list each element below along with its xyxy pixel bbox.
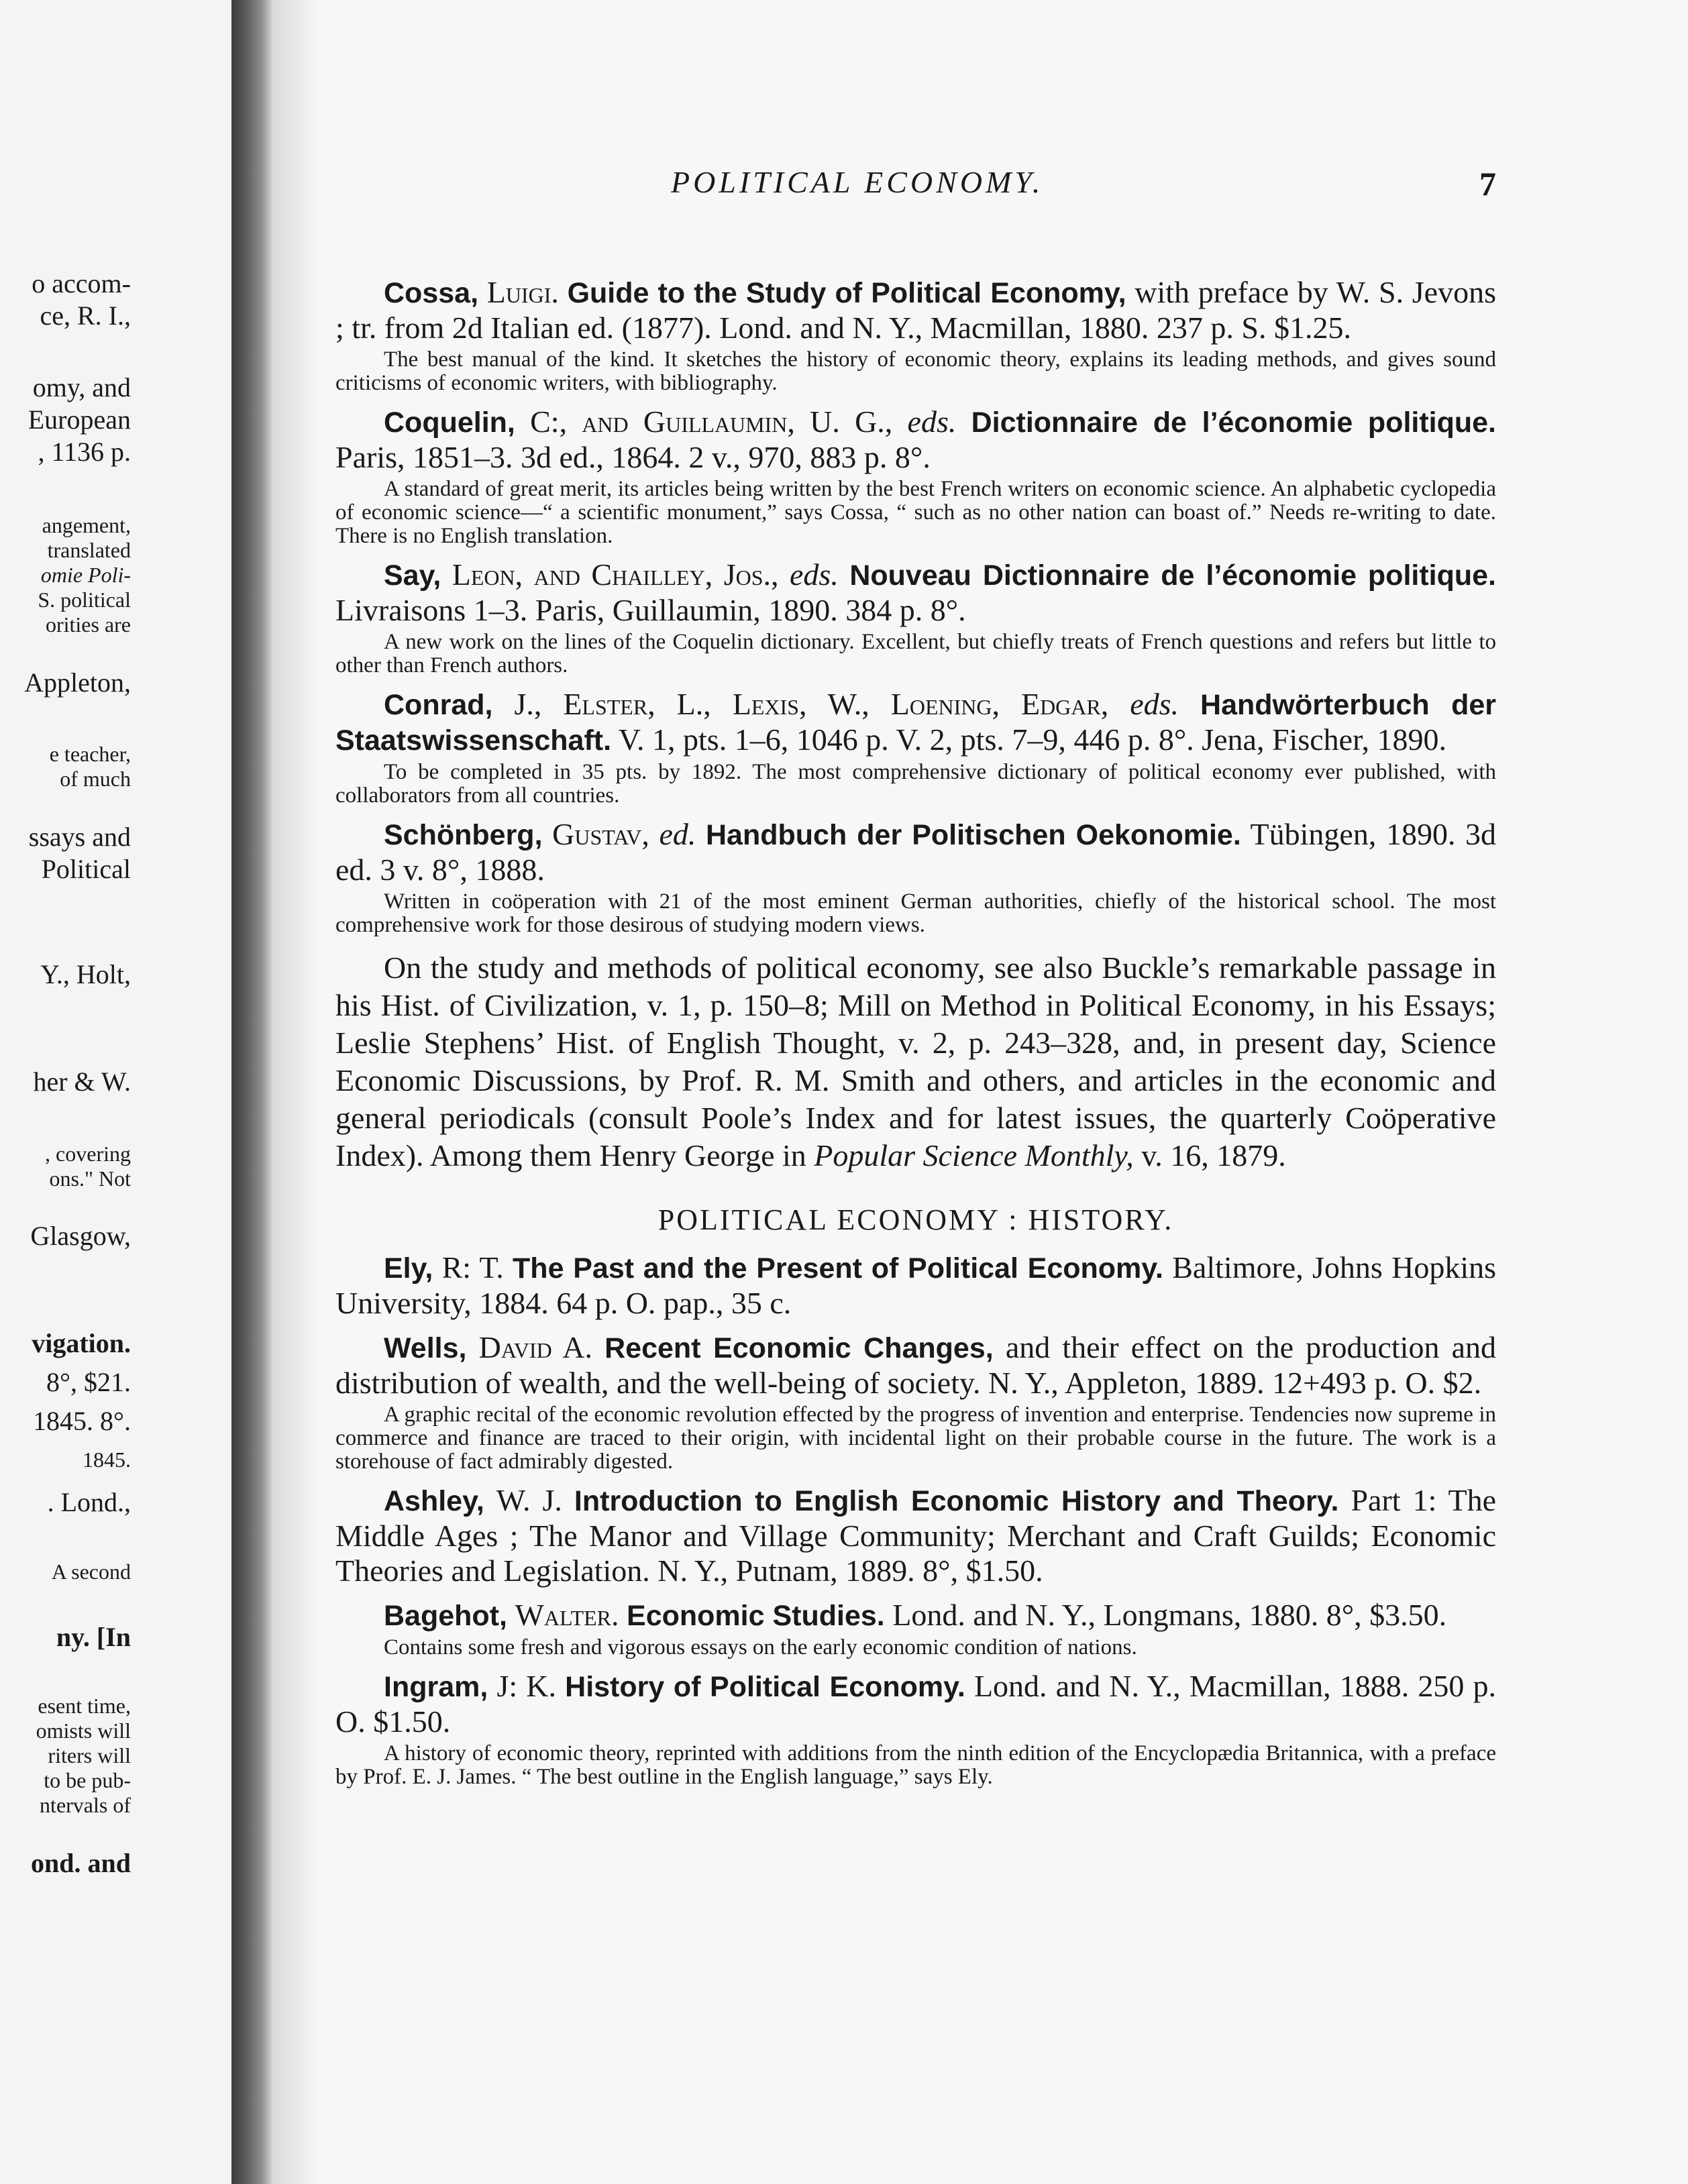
left-page-text-fragment: e teacher, (49, 742, 131, 766)
journal-title: Popular Science Monthly, (814, 1138, 1134, 1172)
paragraph-text: On the study and methods of political economy, see also Buckle’s remarkable passage in his Hist. of Civilization, v. 1, p. 150–8; Mill on Method in Political Economy, in his Essays; Leslie Stephens’ Hist. of English Thought, v. 2, p. 243–328, and, in present day, Science Economic Discussions, by Prof. R. M. Smith and others, and articles in the economic and general periodicals (consult Poole’s Index and for latest issues, the quarterly Coöperative Index). Among them Henry George in (335, 950, 1496, 1172)
entry-list (335, 275, 1496, 937)
left-page-text-fragment: to be pub- (44, 1768, 131, 1792)
bibliography-entry (335, 1483, 1496, 1588)
right-page (335, 164, 1496, 1798)
history-entry-list (335, 1250, 1496, 1789)
left-page-text-fragment: esent time, (38, 1694, 131, 1718)
entry-title: The Past and the Present of Political Economy. (513, 1252, 1163, 1285)
entry-author-forename: David A. (478, 1330, 592, 1364)
entry-publication: Paris, 1851–3. 3d ed., 1864. 2 v., 970, 883 p. 8°. (335, 440, 931, 474)
bibliography-entry (335, 687, 1496, 808)
entry-publication: with preface by W. S. Jevons ; tr. from 2d Italian ed. (1877). Lond. and N. Y., Macmillan, 1880. 237 p. S. $1.25. (335, 275, 1496, 345)
left-page-text-fragment: ons." Not (49, 1166, 131, 1191)
left-page-text-fragment: Y., Holt, (40, 959, 131, 989)
left-page-text-fragment: . Lond., (47, 1487, 131, 1517)
entry-publication: Part 1: The Middle Ages ; The Manor and Village Community; Merchant and Craft Guilds; Economic Theories and Legislation. N. Y., Putnam, 1889. 8°, $1.50. (335, 1483, 1497, 1588)
entry-annotation: A graphic recital of the economic revolution effected by the progress of invention and enterprise. Tendencies now supreme in commerce and finance are traced to their origin, with incidental light on their probable course in the future. The work is a storehouse of fact admirably digested. (335, 1403, 1496, 1474)
entry-publication: Lond. and N. Y., Macmillan, 1888. 250 p. O. $1.50. (335, 1669, 1497, 1739)
left-page-text-fragment: her & W. (33, 1067, 131, 1097)
entry-author-forename: Luigi. (486, 275, 559, 309)
left-page-text-fragment: 8°, $21. (46, 1367, 131, 1397)
left-page-text-fragment: S. political (38, 588, 131, 612)
left-page-text-fragment: ntervals of (40, 1793, 131, 1817)
left-page-text-fragment: translated (47, 538, 131, 562)
entry-author-forename: C:, and Guillaumin, U. G., (530, 404, 893, 439)
entry-annotation: A standard of great merit, its articles being written by the best French writers on economic science. An alphabetic cyclopedia of economic science—“ a scientific monument,” says Cossa, “ such as no other nation can boast of.” Needs re-writing to date. There is no English translation. (335, 477, 1496, 548)
book-gutter (231, 0, 272, 2184)
entry-author: Say, (384, 559, 441, 592)
entry-author-forename: Gustav, (552, 817, 649, 851)
entry-citation (335, 1598, 1496, 1633)
entry-author-forename: Leon, and Chailley, Jos., (452, 557, 779, 592)
entry-annotation: Contains some fresh and vigorous essays on the early economic condition of nations. (384, 1635, 1137, 1659)
left-page-text-fragment: , 1136 p. (38, 437, 131, 467)
left-page-text-fragment: o accom- (32, 268, 131, 298)
entry-editor-mark: eds. (790, 557, 839, 592)
bibliography-entry (335, 404, 1496, 548)
entry-publication: and their effect on the production and distribution of wealth, and the well-being of society. N. Y., Appleton, 1889. 12+493 p. O. $2. (335, 1330, 1497, 1400)
entry-publication: Livraisons 1–3. Paris, Guillaumin, 1890. 384 p. 8°. (335, 593, 966, 627)
left-page-text-fragment: angement, (42, 513, 131, 537)
entry-title: Handwörterbuch der Staatswissenschaft. (335, 689, 1497, 757)
entry-publication: Baltimore, Johns Hopkins University, 1884. 64 p. O. pap., 35 c. (335, 1250, 1496, 1320)
entry-title: Economic Studies. (627, 1600, 885, 1632)
entry-author: Coquelin, (384, 406, 515, 439)
left-page-text-fragment: ce, R. I., (40, 301, 131, 331)
entry-annotation: Written in coöperation with 21 of the most eminent German authorities, chiefly of the historical school. The most comprehensive work for those desirous of studying modern views. (335, 889, 1496, 937)
left-page-text-fragment: 1845. 8°. (33, 1406, 131, 1436)
left-page-text-fragment: ssays and (28, 822, 131, 852)
left-page-fragment (0, 0, 231, 2184)
entry-publication: V. 1, pts. 1–6, 1046 p. V. 2, pts. 7–9, 446 p. 8°. Jena, Fischer, 1890. (618, 722, 1447, 757)
entry-citation (335, 1669, 1496, 1739)
entry-author: Conrad, (384, 689, 493, 721)
left-page-text-fragment: Glasgow, (30, 1221, 131, 1251)
bibliography-entry (335, 1598, 1496, 1659)
left-page-text-fragment: riters will (48, 1743, 131, 1767)
entry-author: Bagehot, (384, 1600, 507, 1632)
entry-editor-mark: eds. (1130, 687, 1179, 721)
left-page-text-fragment: omy, and (32, 372, 131, 402)
left-page-text-fragment: vigation. (32, 1328, 131, 1358)
running-head-title: POLITICAL ECONOMY. (671, 165, 1044, 199)
entry-author: Ely, (384, 1252, 433, 1285)
paragraph-text-end: v. 16, 1879. (1141, 1138, 1286, 1172)
page-number: 7 (1479, 165, 1496, 203)
entry-title: Dictionnaire de l’économie politique. (971, 406, 1497, 439)
left-page-text-fragment: A second (51, 1560, 131, 1584)
entry-citation (335, 1483, 1496, 1588)
entry-title: Introduction to English Economic History and Theory. (574, 1485, 1339, 1517)
entry-annotation: A new work on the lines of the Coquelin dictionary. Excellent, but chiefly treats of French questions and refers but little to other than French authors. (335, 630, 1496, 677)
entry-author-forename: J., Elster, L., Lexis, W., Loening, Edgar, (514, 687, 1109, 721)
entry-citation (335, 1250, 1496, 1321)
left-page-text-fragment: ond. and (31, 1848, 131, 1878)
entry-title: History of Political Economy. (565, 1671, 965, 1703)
left-page-text-fragment: 1845. (83, 1448, 131, 1472)
entry-editor-mark: ed. (659, 817, 696, 851)
entry-author: Wells, (384, 1332, 467, 1364)
entry-citation (335, 557, 1496, 628)
section-heading: POLITICAL ECONOMY : HISTORY. (657, 1203, 1174, 1236)
entry-publication: Tübingen, 1890. 3d ed. 3 v. 8°, 1888. (335, 817, 1497, 887)
entry-title: Guide to the Study of Political Economy, (567, 277, 1126, 309)
further-reading-paragraph (335, 949, 1496, 1175)
entry-citation (335, 817, 1496, 887)
entry-editor-mark: eds. (907, 404, 957, 439)
left-page-text-fragment: Political (41, 854, 131, 884)
gutter-shadow (272, 0, 319, 2184)
entry-author-forename: J: K. (496, 1669, 556, 1703)
entry-author: Ingram, (384, 1671, 488, 1703)
entry-author: Cossa, (384, 277, 479, 309)
bibliography-entry (335, 557, 1496, 677)
left-page-text-fragment: omie Poli- (40, 563, 131, 587)
running-head (335, 164, 1496, 211)
left-page-text-fragment: Appleton, (24, 667, 131, 698)
entry-citation (335, 275, 1496, 345)
left-page-text-fragment: orities are (45, 612, 131, 637)
left-page-text-fragment: of much (60, 767, 131, 791)
entry-citation (335, 1330, 1496, 1401)
bibliography-entry (335, 817, 1496, 937)
left-page-text-fragment: , covering (45, 1142, 131, 1166)
entry-title: Nouveau Dictionnaire de l’économie politique. (849, 559, 1496, 592)
entry-citation (335, 404, 1496, 475)
entry-annotation: To be completed in 35 pts. by 1892. The most comprehensive dictionary of political economy ever published, with collaborators from all countries. (335, 760, 1496, 808)
bibliography-entry (335, 275, 1496, 395)
entry-publication: Lond. and N. Y., Longmans, 1880. 8°, $3.50. (892, 1598, 1447, 1632)
bibliography-entry (335, 1250, 1496, 1321)
entry-title: Recent Economic Changes, (604, 1332, 994, 1364)
entry-annotation: A history of economic theory, reprinted with additions from the ninth edition of the Encyclopædia Britannica, with a preface by Prof. E. J. James. “ The best outline in the English language,” says Ely. (335, 1741, 1496, 1789)
entry-author-forename: W. J. (496, 1483, 562, 1517)
entry-author-forename: Walter. (515, 1598, 619, 1632)
left-page-text-fragment: ny. [In (56, 1622, 131, 1652)
entry-annotation: The best manual of the kind. It sketches the history of economic theory, explains its leading methods, and gives sound criticisms of economic writers, with bibliography. (335, 347, 1496, 395)
bibliography-entry (335, 1669, 1496, 1789)
entry-citation (335, 687, 1496, 758)
entry-author: Ashley, (384, 1485, 484, 1517)
left-page-text-fragment: omists will (36, 1718, 131, 1743)
left-page-text-fragment: European (28, 404, 131, 435)
entry-author: Schönberg, (384, 819, 543, 851)
entry-title: Handbuch der Politischen Oekonomie. (706, 819, 1241, 851)
entry-author-forename: R: T. (441, 1250, 504, 1285)
bibliography-entry (335, 1330, 1496, 1474)
